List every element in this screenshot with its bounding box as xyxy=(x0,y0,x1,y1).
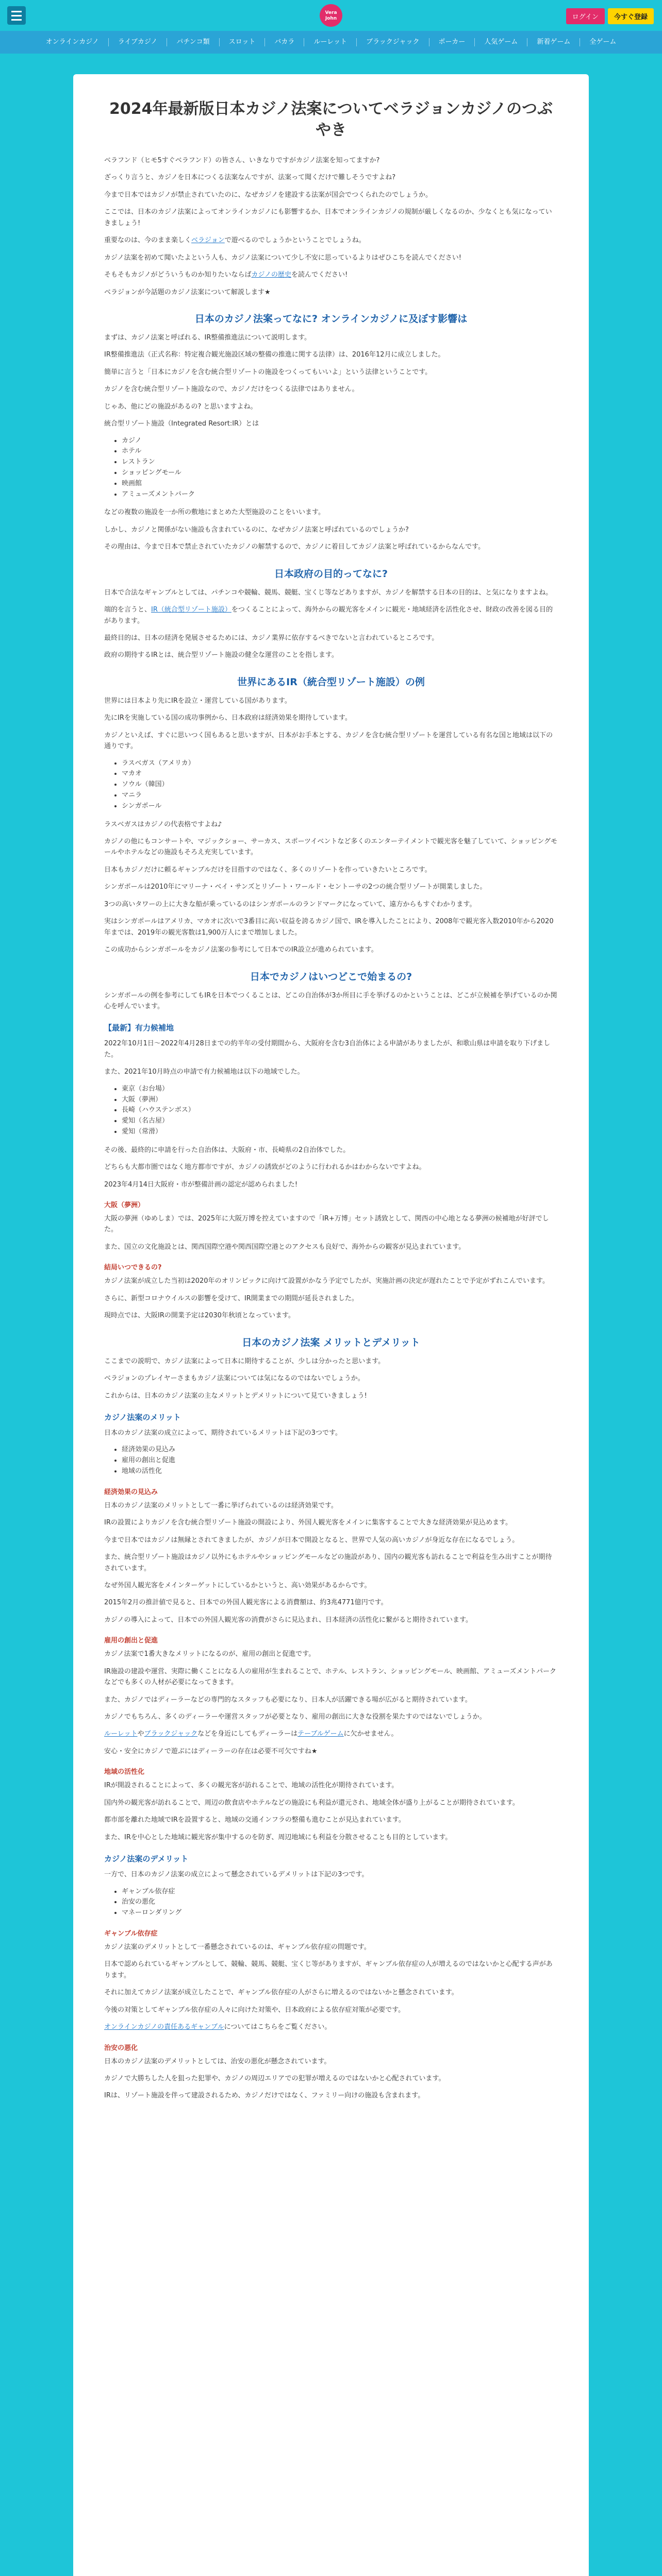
casino-history-link[interactable]: カジノの歴史 xyxy=(251,271,291,279)
intro-paragraph: ここでは、日本のカジノ法案によってオンラインカジノにも影響するか、日本でオンラインカジノの規制が厳しくなるのか、少なくとも気になっていきましょう! xyxy=(104,208,552,227)
paragraph: カジノの導入によって、日本での外国人観光客の消費がさらに見込まれ、日本経済の活性化に繋がると期待されています。 xyxy=(104,1616,472,1624)
paragraph: 先にIRを実施している国の成功事例から、日本政府は経済効果を期待しています。 xyxy=(104,714,352,722)
paragraph: カジノといえば、すぐに思いつく国もあると思いますが、日本がお手本とする、カジノを含む統合型リゾートを運営している有名な国と地域は以下の通りです。 xyxy=(104,731,553,751)
minor-heading: 大阪（夢洲） xyxy=(104,1201,145,1209)
site-header xyxy=(0,0,662,31)
paragraph: 国内外の観光客が訪れることで、周辺の飲食店やホテルなどの施設にも利益が還元され、地域全体が盛り上がることが期待されています。 xyxy=(104,1799,519,1807)
verajohn-logo[interactable] xyxy=(316,3,346,28)
table-game-link[interactable]: テーブルゲーム xyxy=(297,1730,344,1738)
paragraph: 政府の期待するIRとは、統合型リゾート施設の健全な運営のことを指します。 xyxy=(104,651,338,659)
paragraph: IR整備推進法（正式名称：特定複合観光施設区域の整備の推進に関する法律）は、2016年12月に成立しました。 xyxy=(104,351,445,359)
paragraph: 最終目的は、日本の経済を発展させるためには、カジノ業界に依存するべきでないと言われているところです。 xyxy=(104,634,439,642)
list-item: • ショッピングモール xyxy=(122,468,558,479)
list-item: • ソウル（韓国） xyxy=(122,779,558,790)
merit-list xyxy=(122,1445,558,1477)
subsection-heading: 【最新】有力候補地 xyxy=(104,1023,174,1033)
intro-paragraph: ざっくり言うと、カジノを日本につくる法案なんですが、法案って聞くだけで難しそうですよね? xyxy=(104,174,396,182)
paragraph: これからは、日本のカジノ法案の主なメリットとデメリットについて見ていきましょう! xyxy=(104,1392,367,1400)
paragraph: それに加えてカジノ法案が成立したことで、ギャンブル依存症の人がさらに増えるのではないかと懸念されています。 xyxy=(104,1989,458,1997)
paragraph: オンラインカジノの責任あるギャンブルについてはこちらをご覧ください。 xyxy=(104,2023,332,2031)
paragraph: 簡単に言うと「日本にカジノを含む統合型リゾートの施設をつくってもいいよ」という法律ということです。 xyxy=(104,368,432,376)
paragraph: カジノを含む統合型リゾート施設なので、カジノだけをつくる法律ではありません。 xyxy=(104,385,359,394)
paragraph: カジノ法案のデメリットとして一番懸念されているのは、ギャンブル依存症の問題です。 xyxy=(104,1943,371,1951)
login-button[interactable]: ログイン xyxy=(566,8,605,24)
nav-blackjack[interactable]: ブラックジャック xyxy=(357,38,429,46)
paragraph: などの複数の施設を一か所の敷地にまとめた大型施設のことをいいます。 xyxy=(104,509,325,517)
list-item: • ホテル xyxy=(122,446,558,457)
intro-paragraph: カジノ法案を初めて聞いたよという人も、カジノ法案について少し不安に思っているよりはぜひこちを読んでください! xyxy=(104,253,461,262)
paragraph: その後、最終的に申請を行った自治体は、大阪府・市、長崎県の2自治体でした。 xyxy=(104,1146,350,1154)
nav-new-games[interactable]: 新着ゲーム xyxy=(527,38,580,46)
section-heading: 日本政府の目的ってなに? xyxy=(274,568,388,580)
list-item: • 長崎（ハウステンボス） xyxy=(122,1105,558,1116)
paragraph: また、統合型リゾート施設はカジノ以外にもホテルやショッピングモールなどの施設があり、国内の観光客も訪れることで利益を生み出すことが期待されています。 xyxy=(104,1553,552,1572)
demerit-list xyxy=(122,1887,558,1919)
minor-heading: 治安の悪化 xyxy=(104,2044,138,2052)
verajohn-link[interactable]: ベラジョン xyxy=(191,236,225,245)
paragraph: 日本で合法なギャンブルとしては、パチンコや競輪、競馬、競艇、宝くじ等などありますが、カジノを解禁する日本の目的は、と気になりますよね。 xyxy=(104,588,553,597)
paragraph: この成功からシンガポールをカジノ法案の参考にして日本でのIR設立が進められています。 xyxy=(104,946,378,954)
ir-facility-list xyxy=(122,436,558,500)
paragraph: 統合型リゾート施設（Integrated Resort:IR）とは xyxy=(104,420,259,428)
list-item: • レストラン xyxy=(122,457,558,468)
list-item: • ラスベガス（アメリカ） xyxy=(122,758,558,769)
list-item: • シンガポール xyxy=(122,801,558,812)
paragraph: また、IRを中心とした地域に観光客が集中するのを防ぎ、周辺地域にも利益を分散させることも目的としています。 xyxy=(104,1833,452,1841)
candidate-list xyxy=(122,1084,558,1138)
intro-paragraph: そもそもカジノがどういうものか知りたいならばカジノの歴史を読んでください! xyxy=(104,271,348,279)
paragraph: どちらも大都市圏ではなく地方都市ですが、カジノの誘致がどのように行われるかはわからないですよね。 xyxy=(104,1163,426,1172)
roulette-link[interactable]: ルーレット xyxy=(104,1730,138,1738)
paragraph: 世界には日本より先にIRを設立・運営している国があります。 xyxy=(104,697,291,705)
subsection-heading: カジノ法案のメリット xyxy=(104,1412,181,1422)
ir-country-list xyxy=(122,758,558,812)
intro-paragraph: 今まで日本ではカジノが禁止されていたのに、なぜカジノを建設する法案が国会でつくられたのでしょうか。 xyxy=(104,191,432,199)
paragraph: 実はシンガポールはアメリカ、マカオに次いで3番目に高い収益を誇るカジノ国で、IRを導入したことにより、2008年で観光客入数2010年から2020年までは、2019年の観光客数は1,900万人にまで増加しました。 xyxy=(104,918,554,937)
intro-paragraph: ベラフンド（ヒモ5すぐベラフンド）の皆さん、いきなりですがカジノ法案を知ってますか? xyxy=(104,157,380,164)
list-item: • 東京（お台場） xyxy=(122,1084,558,1095)
paragraph: さらに、新型コロナウイルスの影響を受けて、IR開業までの期間が延長されました。 xyxy=(104,1294,358,1302)
paragraph: ここまでの説明で、カジノ法案によって日本に期待することが、少しは分かったと思います。 xyxy=(104,1357,385,1365)
paragraph: 端的を言うと、IR（統合型リゾート施設）をつくることによって、海外からの観光客をメインに観光・地域経済を活性化させ、財政の改善を図る目的があります。 xyxy=(104,606,553,625)
paragraph: ラスベガスはカジノの代表格ですよね♪ xyxy=(104,820,222,828)
list-item: • 愛知（常滑） xyxy=(122,1127,558,1138)
paragraph: じゃあ、他にどの施設があるの? と思いますよね。 xyxy=(104,402,257,411)
intro-paragraph: ベラジョンが今話題のカジノ法案について解説します★ xyxy=(104,288,271,296)
svg-text:John: John xyxy=(325,16,337,21)
paragraph: 日本もカジノだけに頼るギャンブルだけを目指すのではなく、多くのリゾートを作っていきたいところです。 xyxy=(104,866,432,874)
paragraph: 今まで日本ではカジノは無縁とされてきましたが、カジノが日本で開設となると、世界で人気の高いカジノが身近な存在になるでしょう。 xyxy=(104,1536,519,1544)
page-title: 2024年最新版日本カジノ法案についてベラジョンカジノのつぶやき xyxy=(109,100,553,139)
nav-online-casino[interactable]: オンラインカジノ xyxy=(37,38,109,46)
list-item: • 雇用の創出と促進 xyxy=(122,1455,558,1466)
paragraph: 3つの高いタワーの上に大きな船が乗っているのはシンガポールのランドマークになっていて、遠方からもすぐわかります。 xyxy=(104,900,476,908)
minor-heading: 地域の活性化 xyxy=(104,1768,145,1776)
ir-link[interactable]: IR（統合型リゾート施設） xyxy=(151,606,231,614)
main-nav xyxy=(0,31,662,54)
nav-roulette[interactable]: ルーレット xyxy=(304,38,357,46)
minor-heading: 経済効果の見込み xyxy=(104,1488,158,1496)
subsection-heading: カジノ法案のデメリット xyxy=(104,1854,189,1864)
paragraph: IRが開設されることによって、多くの観光客が訪れることで、地域の活性化が期待されています。 xyxy=(104,1782,399,1790)
paragraph: 2023年4月14日大阪府・市が整備計画の認定が認められました! xyxy=(104,1180,298,1189)
list-item: • マネーロンダリング xyxy=(122,1908,558,1919)
paragraph: ルーレットやブラックジャックなどを身近にしてもディーラーはテーブルゲームに欠かせません。 xyxy=(104,1730,398,1738)
nav-poker[interactable]: ポーカー xyxy=(429,38,475,46)
svg-text:Vera: Vera xyxy=(325,10,337,15)
list-item: • 経済効果の見込み xyxy=(122,1445,558,1455)
paragraph: 一方で、日本のカジノ法案の成立によって懸念されているデメリットは下記の3つです。 xyxy=(104,1871,369,1879)
responsible-gambling-link[interactable]: オンラインカジノの責任あるギャンブル xyxy=(104,2023,224,2031)
section-heading: 世界にあるIR（統合型リゾート施設）の例 xyxy=(237,676,425,688)
minor-heading: 雇用の創出と促進 xyxy=(104,1637,158,1645)
nav-slots[interactable]: スロット xyxy=(220,38,266,46)
paragraph: シンガポールは2010年にマリーナ・ベイ・サンズとリゾート・ワールド・セントーサの2つの統合型リゾートが開業しました。 xyxy=(104,883,487,891)
paragraph: その理由は、今まで日本で禁止されていたカジノの解禁するので、カジノに着目してカジノ法案と呼ばれているからなんです。 xyxy=(104,543,485,551)
signup-button[interactable]: 今すぐ登録 xyxy=(608,8,654,24)
nav-baccarat[interactable]: バカラ xyxy=(265,38,304,46)
paragraph: IR施設の建設や運営、実際に働くことになる人の雇用が生まれることで、ホテル、レストラン、ショッピングモール、映画館、アミューズメントパークなどでも多くの人材が必要になってきます。 xyxy=(104,1667,556,1687)
paragraph: カジノ法案が成立した当初は2020年のオリンピックに向けて設置がかなう予定でしたが、実施計画の決定が遅れたことで予定がずれこんでいます。 xyxy=(104,1277,550,1285)
nav-pachinko[interactable]: パチンコ類 xyxy=(167,38,219,46)
list-item: • 愛知（名古屋） xyxy=(122,1116,558,1127)
paragraph: カジノで大勝ちした人を狙った犯罪や、カジノの周辺エリアでの犯罪が増えるのではないかと心配されています。 xyxy=(104,2074,445,2082)
section-heading: 日本のカジノ法案 メリットとデメリット xyxy=(242,1336,420,1348)
paragraph: 2015年2月の推計値で見ると、日本での外国人観光客による消費額は、約3兆4771億円です。 xyxy=(104,1599,388,1607)
list-item: • 映画館 xyxy=(122,479,558,489)
paragraph: また、国立の文化施設とは、関西国際空港や関西国際空港とのアクセスも良好で、海外からの観客が見込まれています。 xyxy=(104,1243,466,1251)
paragraph: IRは、リゾート施設を伴って建設されるため、カジノだけではなく、ファミリー向けの施設も含まれます。 xyxy=(104,2092,425,2100)
list-item: • 治安の悪化 xyxy=(122,1897,558,1908)
list-item: • アミューズメントパーク xyxy=(122,489,558,500)
section-heading: 日本のカジノ法案ってなに? オンラインカジノに及ぼす影響は xyxy=(194,313,468,325)
article-body xyxy=(73,74,589,2576)
paragraph: 都市部を離れた地域でIRを設置すると、地域の交通インフラの整備も進むことが見込まれています。 xyxy=(104,1816,405,1824)
paragraph: シンガポールの例を参考にしてもIRを日本でつくることは、どこの自治体が3か所目に手を挙げるのかということは、どこが立候補を挙げているのか関心を呼んでいます。 xyxy=(104,991,557,1010)
list-item: • マカオ xyxy=(122,769,558,779)
hamburger-menu-icon[interactable] xyxy=(7,6,26,25)
paragraph: 大阪の夢洲（ゆめしま）では、2025年に大阪万博を控えていますので「IR+万博」セット誘致として、関西の中心地となる夢洲の候補地が好評でした。 xyxy=(104,1215,549,1234)
list-item: • マニラ xyxy=(122,790,558,801)
list-item: • カジノ xyxy=(122,436,558,447)
list-item: • 地域の活性化 xyxy=(122,1466,558,1477)
paragraph: また、カジノではディーラーなどの専門的なスタッフも必要になり、日本人が活躍できる場が広がると期待されています。 xyxy=(104,1696,472,1704)
minor-heading: ギャンブル依存症 xyxy=(104,1929,158,1938)
paragraph: 今後の対策としてギャンブル依存症の人々に向けた対策や、日本政府による依存症対策が必要です。 xyxy=(104,2006,405,2014)
paragraph: 現時点では、大阪IRの開業予定は2030年秋頃となっています。 xyxy=(104,1312,295,1320)
paragraph: カジノでもちろん、多くのディーラーや運営スタッフが必要となり、雇用の創出に大きな役割を果たすのではないでしょうか。 xyxy=(104,1713,486,1721)
paragraph: IRの設置によりカジノを含む統合型リゾート施設の開設により、外国人観光客をメインに集客することで大きな経済効果が見込めます。 xyxy=(104,1519,512,1527)
intro-paragraph: 重要なのは、今のまま楽しくベラジョンで遊べるのでしょうかということでしょうね。 xyxy=(104,236,366,245)
paragraph: 2022年10月1日～2022年4月28日までの約半年の受付期間から、大阪府を含む3自治体による申請がありましたが、和歌山県は申請を取り下げました。 xyxy=(104,1040,551,1059)
paragraph: 日本のカジノ法案のメリットとして一番に挙げられているのは経済効果です。 xyxy=(104,1501,338,1510)
list-item: • ギャンブル依存症 xyxy=(122,1887,558,1897)
paragraph: まずは、カジノ法案と呼ばれる、IR整備推進法について説明します。 xyxy=(104,333,311,342)
blackjack-link[interactable]: ブラックジャック xyxy=(144,1730,198,1738)
section-heading: 日本でカジノはいつどこで始まるの? xyxy=(250,971,412,982)
paragraph: カジノの他にもコンサートや、マジックショー、サーカス、スポーツイベントなど多くのエンターテイメントで観光客を魅了していて、ショッピングモールやホテルなどの施設もそろえ充実しています。 xyxy=(104,838,558,857)
paragraph: 日本のカジノ法案のデメリットとしては、治安の悪化が懸念されています。 xyxy=(104,2057,331,2065)
paragraph: 日本で認められているギャンブルとして、競輪、競馬、競艇、宝くじ等がありますが、ギャンブル依存症の人が増えるのではないかと心配する声があります。 xyxy=(104,1960,553,1979)
paragraph: なぜ外国人観光客をメインターゲットにしているかというと、高い効果があるからです。 xyxy=(104,1581,371,1589)
nav-live-casino[interactable]: ライブカジノ xyxy=(109,38,168,46)
nav-all-games[interactable]: 全ゲーム xyxy=(589,38,617,46)
list-item: • 大阪（夢洲） xyxy=(122,1095,558,1106)
nav-popular-games[interactable]: 人気ゲーム xyxy=(475,38,527,46)
minor-heading: 結局いつできるの? xyxy=(104,1264,162,1272)
paragraph: 日本のカジノ法案の成立によって、期待されているメリットは下記の3つです。 xyxy=(104,1429,342,1437)
paragraph: また、2021年10月時点の申請で有力候補地は以下の地域でした。 xyxy=(104,1068,304,1076)
paragraph: しかし、カジノと関係がない施設も含まれているのに、なぜカジノ法案と呼ばれているのでしょうか? xyxy=(104,526,409,534)
paragraph: カジノ法案で1番大きなメリットになるのが、雇用の創出と促進です。 xyxy=(104,1650,316,1658)
paragraph: 安心・安全にカジノで遊ぶにはディーラーの存在は必要不可欠ですね★ xyxy=(104,1747,318,1755)
paragraph: ベラジョンのプレイヤーさまもカジノ法案については気になるのではないでしょうか。 xyxy=(104,1375,365,1383)
